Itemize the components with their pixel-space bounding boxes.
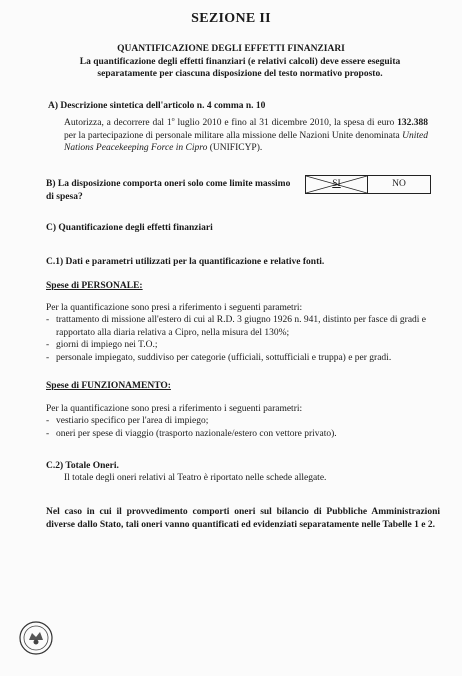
yes-no-box [305,175,431,194]
page-subtitle: QUANTIFICAZIONE DEGLI EFFETTI FINANZIARI [117,44,345,54]
section-a-text-sup: o [171,117,175,123]
section-a-text-part3: per la partecipazione di personale militare alla missione delle Nazioni Unite denominata [64,130,403,141]
operating-heading: Spese di FUNZIONAMENTO: [46,381,171,391]
personnel-item: - personale impiegato, suddiviso per categorie (ufficiali, sottufficiali e truppa) e per gradi. [46,352,438,365]
operating-item: - oneri per spese di viaggio (trasporto nazionale/estero con vettore privato). [46,428,438,441]
section-c1-heading: C.1) Dati e parametri utilizzati per la quantificazione e relative fonti. [46,257,325,267]
personnel-list [46,314,438,365]
personnel-heading: Spese di PERSONALE: [46,281,143,291]
intro-text: La quantificazione degli effetti finanziari (e relativi calcoli) deve essere eseguita separatamente per ciascuna disposizione del testo normativo proposto. [79,57,401,80]
footer-note: Nel caso in cui il provvedimento comporti oneri sul bilancio di Pubbliche Amministrazioni diverse dallo Stato, tali oneri vanno quantificati ed evidenziati separatamente nelle Tabelle 1 e 2. [46,507,440,530]
option-yes-label: SI [332,179,341,189]
operating-item: - vestiario specifico per l'area di impiego; [46,415,438,428]
operating-list [46,415,438,440]
operating-intro: Per la quantificazione sono presi a riferimento i seguenti parametri: [46,404,303,414]
option-yes-checked[interactable] [306,176,368,193]
option-no-label: NO [392,179,406,189]
section-c2-text: Il totale degli oneri relativi al Teatro è riportato nelle schede allegate. [64,473,327,483]
section-a-heading: A) Descrizione sintetica dell'articolo n. 4 comma n. 10 [48,101,266,111]
section-b-question: B) La disposizione comporta oneri solo come limite massimo di spesa? [46,179,291,202]
section-a-text-part1: Autorizza, a decorrere dal 1 [64,118,172,129]
section-c-heading: C) Quantificazione degli effetti finanziari [46,223,213,233]
section-a-amount: 132.388 [397,118,428,129]
section-c2-heading: C.2) Totale Oneri. [46,461,119,471]
section-a-mission-name: United Nations Peacekeeping Force in Cipro [64,130,428,154]
section-a-text-part4: (UNIFICYP). [207,143,263,154]
personnel-item: - trattamento di missione all'estero di cui al R.D. 3 giugno 1926 n. 941, distinto per fasce di gradi e rapportato alla diaria relativa a Cipro, nella misura del 130%; [46,314,438,339]
section-a-text [64,117,428,155]
section-a-text-part2: luglio 2010 e fino al 31 dicembre 2010, la spesa di euro [174,118,398,129]
option-no[interactable] [368,176,430,193]
personnel-intro: Per la quantificazione sono presi a riferimento i seguenti parametri: [46,303,303,313]
personnel-item: - giorni di impiego nei T.O.; [46,339,438,352]
official-seal-icon [18,620,54,656]
page-title: SEZIONE II [191,11,271,26]
